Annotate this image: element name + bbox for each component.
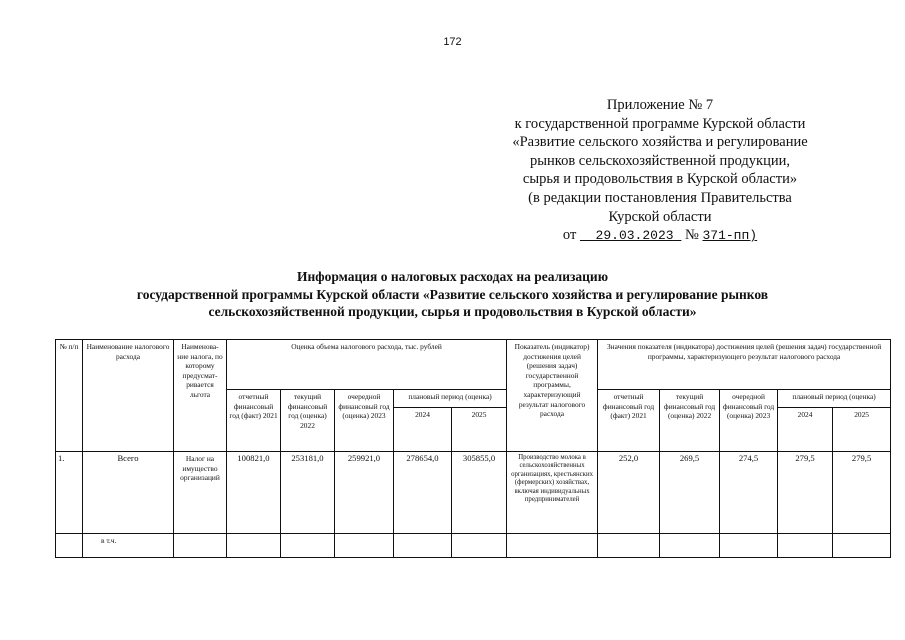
table-cell bbox=[598, 534, 660, 558]
tax-expenses-table bbox=[55, 339, 891, 558]
header-estimate-group: Оценка объема налогового расхода, тыс. рублей bbox=[227, 340, 507, 390]
resolution-number: 371-пп) bbox=[702, 228, 758, 244]
title-line: Информация о налоговых расходах на реализацию bbox=[296, 269, 609, 284]
header-values-group: Значения показателя (индикатора) достижения целей (решения задач) государственной программы, характеризующего результат налогового расхода bbox=[598, 340, 891, 390]
appendix-line: «Развитие сельского хозяйства и регулирование bbox=[512, 134, 808, 151]
row-val-2024: 279,5 bbox=[778, 452, 833, 534]
table-cell bbox=[335, 534, 394, 558]
header-estimate-plan: плановый период (оценка) bbox=[394, 390, 507, 408]
table-cell bbox=[833, 534, 891, 558]
page-number: 172 bbox=[443, 36, 462, 48]
row-val-2021: 252,0 bbox=[598, 452, 660, 534]
table-cell bbox=[394, 534, 452, 558]
header-values-fact: отчетный финансовый год (факт) 2021 bbox=[598, 390, 660, 452]
title-line: государственной программы Курской области «Развитие сельского хозяйства и регулирование рынков bbox=[136, 286, 769, 302]
table-cell bbox=[507, 534, 598, 558]
resolution-date bbox=[580, 228, 681, 243]
row-num bbox=[56, 534, 83, 558]
row-tax-name: Налог на имущество организаций bbox=[174, 452, 227, 534]
row-est-2022: 253181,0 bbox=[281, 452, 335, 534]
table-row bbox=[56, 534, 891, 558]
resolution-date-line bbox=[490, 226, 830, 246]
header-num: № п/п bbox=[56, 340, 83, 452]
table-cell bbox=[660, 534, 720, 558]
resolution-date-value: 29.03.2023 bbox=[595, 228, 674, 244]
row-expense-name: Всего bbox=[83, 452, 174, 534]
document-title bbox=[40, 268, 865, 321]
row-val-2023: 274,5 bbox=[720, 452, 778, 534]
row-indicator: Производство молока в сельскохозяйственных организациях, крестьянских (фермерских) хозяйствах, включая индивидуальных предпринимателей bbox=[507, 452, 598, 534]
appendix-line: Приложение № 7 bbox=[606, 97, 714, 113]
number-prefix: № bbox=[685, 227, 699, 244]
row-val-2022: 269,5 bbox=[660, 452, 720, 534]
header-estimate-fact: отчетный финансовый год (факт) 2021 bbox=[227, 390, 281, 452]
appendix-block bbox=[490, 96, 830, 246]
header-indicator: Показатель (индикатор) достижения целей (решения задач) государственной программы, характеризующий результат налогового расхода bbox=[507, 340, 598, 452]
row-est-2021: 100821,0 bbox=[227, 452, 281, 534]
appendix-line: сырья и продовольствия в Курской области» bbox=[522, 171, 798, 188]
header-values-current: текущий финансовый год (оценка) 2022 bbox=[660, 390, 720, 452]
header-expense-name: Наименование налогового расхода bbox=[83, 340, 174, 452]
table-cell bbox=[174, 534, 227, 558]
row-expense-name: в т.ч. bbox=[83, 534, 174, 558]
row-val-2025: 279,5 bbox=[833, 452, 891, 534]
header-estimate-current: текущий финансовый год (оценка) 2022 bbox=[281, 390, 335, 452]
table-cell bbox=[720, 534, 778, 558]
header-estimate-2024: 2024 bbox=[394, 408, 452, 452]
header-estimate-next: очередной финансовый год (оценка) 2023 bbox=[335, 390, 394, 452]
header-values-2025: 2025 bbox=[833, 408, 891, 452]
table-row bbox=[56, 452, 891, 534]
appendix-line: рынков сельскохозяйственной продукции, bbox=[530, 152, 790, 169]
row-est-2025: 305855,0 bbox=[452, 452, 507, 534]
appendix-line: Курской области bbox=[608, 208, 712, 225]
header-values-plan: плановый период (оценка) bbox=[778, 390, 891, 408]
title-line: сельскохозяйственной продукции, сырья и продовольствия в Курской области» bbox=[208, 304, 697, 319]
header-tax-name: Наименова-ние налога, по которому предусмат-ривается льгота bbox=[174, 340, 227, 452]
row-num: 1. bbox=[56, 452, 83, 534]
date-prefix: от bbox=[562, 227, 577, 244]
table-cell bbox=[778, 534, 833, 558]
table-cell bbox=[452, 534, 507, 558]
appendix-line: (в редакции постановления Правительства bbox=[528, 189, 792, 206]
table-cell bbox=[227, 534, 281, 558]
header-estimate-2025: 2025 bbox=[452, 408, 507, 452]
header-values-2024: 2024 bbox=[778, 408, 833, 452]
row-est-2024: 278654,0 bbox=[394, 452, 452, 534]
table-cell bbox=[281, 534, 335, 558]
row-est-2023: 259921,0 bbox=[335, 452, 394, 534]
appendix-line: к государственной программе Курской области bbox=[514, 115, 806, 132]
header-values-next: очередной финансовый год (оценка) 2023 bbox=[720, 390, 778, 452]
